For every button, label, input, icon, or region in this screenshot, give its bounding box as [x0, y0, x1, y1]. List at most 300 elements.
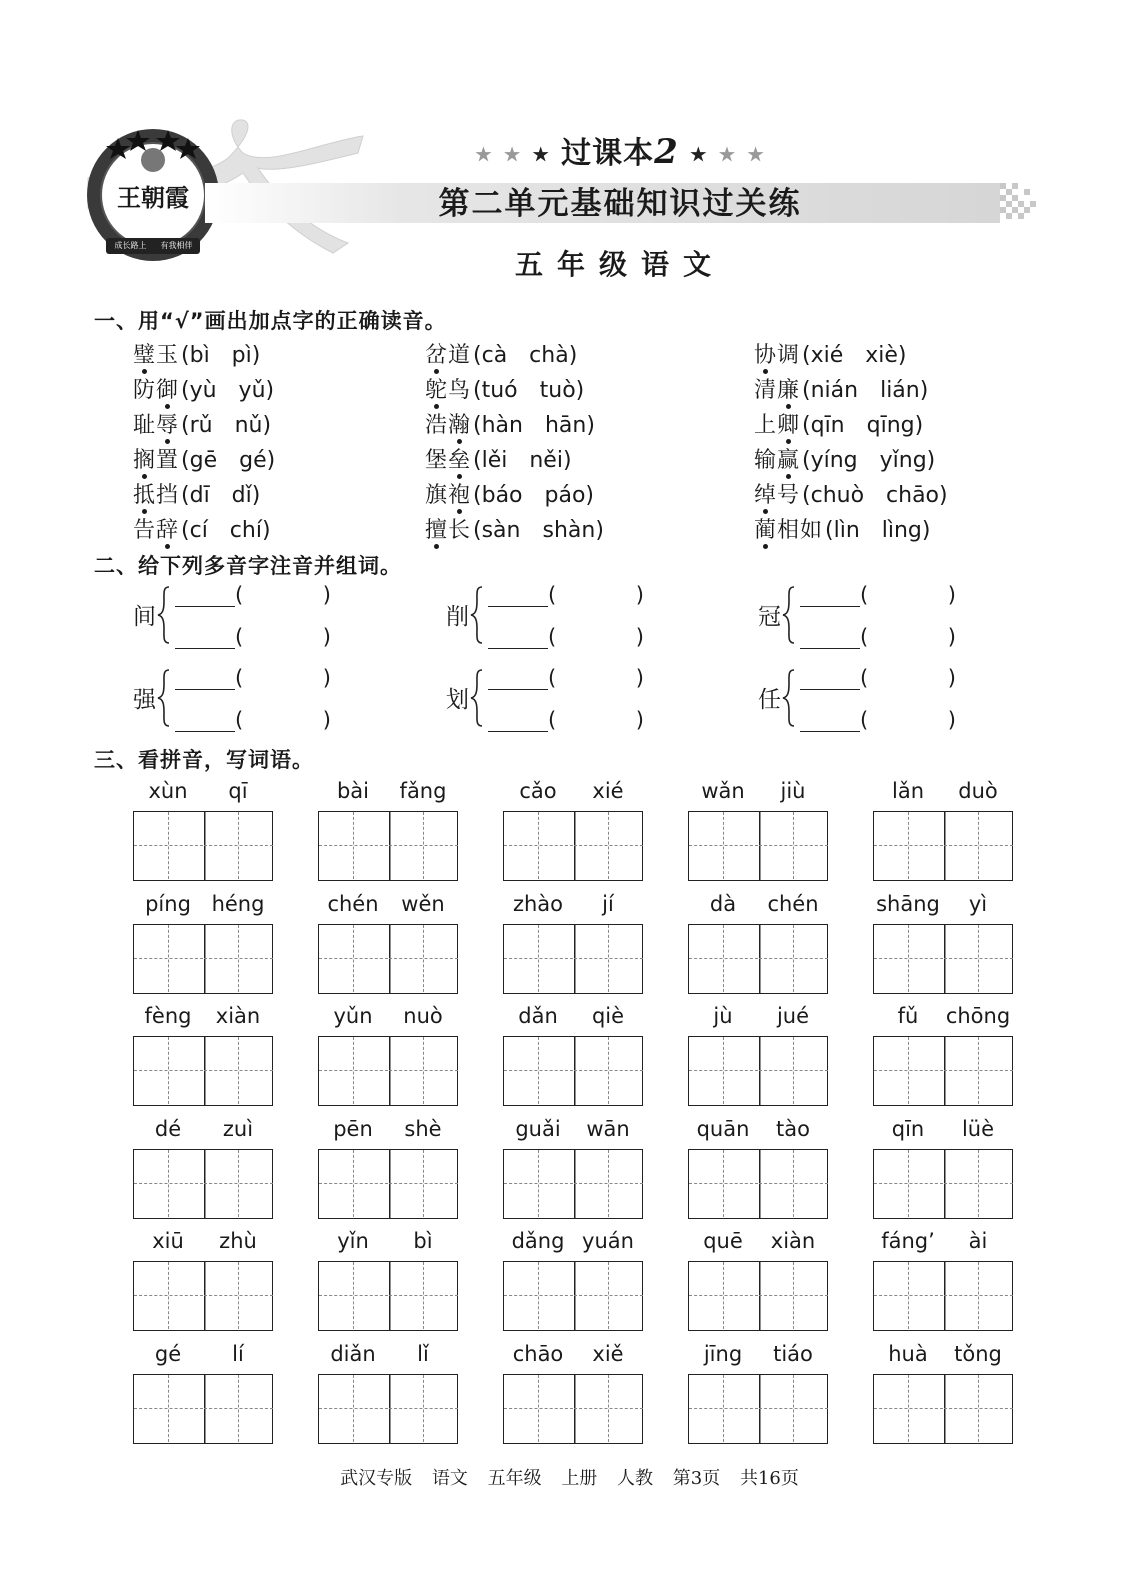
- pinyin-options[interactable]: (báo páo): [473, 483, 594, 508]
- syllable: xiàn: [770, 1229, 816, 1253]
- grid-cell[interactable]: [689, 925, 758, 992]
- answer-line: [800, 583, 956, 605]
- pronunciation-item: [425, 408, 595, 439]
- grid-cell[interactable]: [944, 1037, 1013, 1104]
- pronunciation-item: [425, 513, 604, 544]
- syllable: yuán: [582, 1229, 634, 1253]
- grid-cell[interactable]: [689, 1262, 758, 1329]
- grid-cell[interactable]: [759, 1262, 828, 1329]
- syllable: dǎn: [518, 1004, 558, 1028]
- syllable: duò: [958, 779, 998, 803]
- grid-cell[interactable]: [874, 925, 943, 992]
- pinyin-blank[interactable]: [800, 588, 860, 607]
- grid-cell[interactable]: [574, 1262, 643, 1329]
- syllable: lǎn: [891, 779, 925, 803]
- grid-cell[interactable]: [944, 1375, 1013, 1442]
- section2-heading: 二、给下列多音字注音并组词。: [94, 554, 402, 578]
- brace-icon: [782, 668, 796, 728]
- pinyin-label: [318, 1004, 458, 1032]
- paren-close: ): [635, 583, 644, 607]
- word-blank[interactable]: [860, 668, 956, 690]
- word-blank[interactable]: [548, 585, 644, 607]
- pinyin-label: [318, 892, 458, 920]
- word-blank[interactable]: [548, 627, 644, 649]
- paren-close: ): [947, 666, 956, 690]
- word: 告辞: [133, 518, 180, 543]
- word: 岔道: [425, 343, 472, 368]
- syllable: ài: [968, 1229, 988, 1253]
- word: 协调: [754, 343, 801, 368]
- pinyin-label: [318, 1117, 458, 1145]
- grid-cell[interactable]: [204, 1262, 273, 1329]
- syllable: dà: [709, 892, 737, 916]
- pinyin-options[interactable]: (hàn hān): [473, 413, 595, 438]
- syllable: diǎn: [330, 1342, 376, 1366]
- grid-cell[interactable]: [874, 1262, 943, 1329]
- syllable: bì: [413, 1229, 433, 1253]
- pinyin-blank[interactable]: [800, 630, 860, 649]
- writing-grid[interactable]: [503, 811, 643, 881]
- syllable: zuì: [222, 1117, 254, 1141]
- footer-subject: 语文: [431, 1468, 468, 1489]
- pinyin-label: [133, 892, 273, 920]
- pinyin-label: [503, 1004, 643, 1032]
- writing-grid[interactable]: [873, 1374, 1013, 1444]
- syllable: wěn: [401, 892, 445, 916]
- writing-grid[interactable]: [688, 1036, 828, 1106]
- pinyin-options[interactable]: (bì pì): [181, 343, 261, 368]
- syllable: jué: [776, 1004, 810, 1028]
- word: 擅长: [425, 518, 472, 543]
- syllable: jí: [602, 892, 614, 916]
- syllable: pēn: [333, 1117, 373, 1141]
- syllable: quān: [696, 1117, 750, 1141]
- grid-cell[interactable]: [759, 812, 828, 879]
- grid-cell[interactable]: [759, 1037, 828, 1104]
- writing-grid[interactable]: [688, 1374, 828, 1444]
- grid-cell[interactable]: [319, 1375, 388, 1442]
- pronunciation-item: [133, 478, 260, 509]
- series-text: 过课本: [561, 136, 655, 171]
- paren-close: ): [322, 583, 331, 607]
- writing-grid[interactable]: [688, 1149, 828, 1219]
- grid-cell[interactable]: [134, 925, 203, 992]
- star-icon: ★: [532, 144, 550, 166]
- brace-icon: [157, 585, 171, 645]
- grid-cell[interactable]: [574, 925, 643, 992]
- syllable: tào: [776, 1117, 810, 1141]
- footer-publisher: 人教: [617, 1468, 654, 1489]
- pronunciation-item: [425, 443, 572, 474]
- grid-cell[interactable]: [874, 1375, 943, 1442]
- syllable: qīn: [891, 1117, 925, 1141]
- grid-cell[interactable]: [134, 1150, 203, 1217]
- paren-open: (: [235, 666, 244, 690]
- grid-cell[interactable]: [504, 1037, 573, 1104]
- pinyin-label: [318, 779, 458, 807]
- pinyin-label: [133, 1342, 273, 1370]
- pinyin-options[interactable]: (nián lián): [802, 378, 929, 403]
- answer-line: [175, 625, 331, 647]
- pinyin-options[interactable]: (yíng yǐng): [802, 448, 936, 473]
- grid-cell[interactable]: [874, 1150, 943, 1217]
- word-blank[interactable]: [235, 710, 331, 732]
- word-blank[interactable]: [235, 627, 331, 649]
- paren-close: ): [635, 625, 644, 649]
- brace-icon: [782, 585, 796, 645]
- section1-heading: 一、用“√”画出加点字的正确读音。: [94, 309, 447, 333]
- pinyin-options[interactable]: (sàn shàn): [473, 518, 604, 543]
- paren-close: ): [635, 708, 644, 732]
- pinyin-label: [133, 1229, 273, 1257]
- pinyin-label: [133, 1004, 273, 1032]
- pinyin-label: [503, 779, 643, 807]
- footer-volume: 上册: [561, 1468, 598, 1489]
- pronunciation-item: [754, 513, 930, 544]
- grid-cell[interactable]: [134, 1037, 203, 1104]
- grid-cell[interactable]: [504, 1262, 573, 1329]
- writing-grid[interactable]: [503, 1261, 643, 1331]
- logo-slogan-right: 有我相伴: [160, 241, 193, 250]
- pronunciation-item: [754, 338, 907, 369]
- grid-cell[interactable]: [134, 1262, 203, 1329]
- syllable: lǐ: [417, 1342, 429, 1366]
- pinyin-label: [503, 1117, 643, 1145]
- pronunciation-item: [754, 478, 948, 509]
- syllable: yǐn: [337, 1229, 369, 1253]
- pinyin-options[interactable]: (cà chà): [473, 343, 578, 368]
- syllable: jiù: [780, 779, 806, 803]
- pronunciation-item: [133, 513, 271, 544]
- word: 防御: [133, 378, 180, 403]
- syllable: tiáo: [773, 1342, 813, 1366]
- writing-grid[interactable]: [133, 924, 273, 994]
- grid-cell[interactable]: [389, 1262, 458, 1329]
- star-icon: ★: [690, 144, 708, 166]
- pinyin-blank[interactable]: [175, 671, 235, 690]
- word-blank[interactable]: [548, 668, 644, 690]
- syllable: lí: [232, 1342, 244, 1366]
- answer-line: [800, 666, 956, 688]
- writing-grid[interactable]: [873, 811, 1013, 881]
- syllable: píng: [145, 892, 191, 916]
- paren-close: ): [947, 625, 956, 649]
- star-icon: ★: [475, 144, 493, 166]
- grid-cell[interactable]: [319, 812, 388, 879]
- grid-cell[interactable]: [504, 925, 573, 992]
- series-number: 2: [654, 132, 679, 172]
- brace-icon: [470, 668, 484, 728]
- syllable: tǒng: [954, 1342, 1002, 1366]
- writing-grid[interactable]: [133, 1261, 273, 1331]
- paren-open: (: [235, 625, 244, 649]
- syllable: wǎn: [701, 779, 745, 803]
- page-subtitle: 五年级语文: [514, 248, 725, 281]
- pinyin-blank[interactable]: [800, 671, 860, 690]
- syllable: chén: [327, 892, 379, 916]
- grid-cell[interactable]: [319, 925, 388, 992]
- syllable: yǔn: [333, 1004, 373, 1028]
- paren-close: ): [947, 583, 956, 607]
- word: 堡垒: [425, 448, 472, 473]
- writing-grid[interactable]: [688, 924, 828, 994]
- answer-line: [800, 708, 956, 730]
- paren-open: (: [860, 625, 869, 649]
- page-footer: [0, 1464, 1139, 1490]
- grid-cell[interactable]: [389, 1037, 458, 1104]
- syllable: dé: [154, 1117, 182, 1141]
- writing-grid[interactable]: [318, 1261, 458, 1331]
- grid-cell[interactable]: [759, 925, 828, 992]
- brace-icon: [470, 585, 484, 645]
- polyphone-item: [758, 583, 978, 647]
- polyphone-item: [446, 666, 666, 730]
- syllable: dǎng: [511, 1229, 565, 1253]
- footer-edition: 武汉专版: [340, 1468, 413, 1489]
- syllable: xié: [592, 779, 624, 803]
- pinyin-blank[interactable]: [488, 630, 548, 649]
- word: 输赢: [754, 448, 801, 473]
- polyphone-char: 间: [133, 604, 156, 630]
- grid-cell[interactable]: [204, 1037, 273, 1104]
- pinyin-label: [688, 1117, 828, 1145]
- syllable: zhù: [219, 1229, 257, 1253]
- paren-open: (: [548, 625, 557, 649]
- section3-heading: 三、看拼音，写词语。: [94, 748, 314, 772]
- pinyin-options[interactable]: (yù yǔ): [181, 378, 275, 403]
- word: 璧玉: [133, 343, 180, 368]
- star-icon: ★: [747, 144, 765, 166]
- writing-grid[interactable]: [503, 924, 643, 994]
- word: 绰号: [754, 483, 801, 508]
- writing-grid[interactable]: [688, 1261, 828, 1331]
- pronunciation-item: [425, 373, 584, 404]
- grid-cell[interactable]: [504, 1150, 573, 1217]
- grid-cell[interactable]: [389, 812, 458, 879]
- grid-cell[interactable]: [874, 812, 943, 879]
- page-title: 第二单元基础知识过关练: [438, 186, 802, 222]
- pinyin-blank[interactable]: [488, 588, 548, 607]
- writing-grid[interactable]: [503, 1149, 643, 1219]
- writing-grid[interactable]: [318, 1036, 458, 1106]
- grid-cell[interactable]: [504, 812, 573, 879]
- pinyin-options[interactable]: (gē gé): [181, 448, 276, 473]
- pronunciation-item: [133, 408, 271, 439]
- pinyin-options[interactable]: (lìn lìng): [825, 518, 931, 543]
- polyphone-char: 削: [446, 604, 469, 630]
- grid-cell[interactable]: [689, 1150, 758, 1217]
- pinyin-blank[interactable]: [488, 713, 548, 732]
- word: 耻辱: [133, 413, 180, 438]
- syllable: chōng: [945, 1004, 1011, 1028]
- syllable: bài: [336, 779, 370, 803]
- writing-grid[interactable]: [318, 811, 458, 881]
- pinyin-options[interactable]: (dī dǐ): [181, 483, 261, 508]
- syllable: shè: [404, 1117, 442, 1141]
- emphasis-dot: [434, 544, 439, 549]
- grid-cell[interactable]: [389, 1375, 458, 1442]
- pinyin-options[interactable]: (rǔ nǔ): [181, 413, 272, 438]
- grid-cell[interactable]: [874, 1037, 943, 1104]
- grid-cell[interactable]: [319, 1037, 388, 1104]
- syllable: fǔ: [897, 1004, 919, 1028]
- brace-icon: [157, 668, 171, 728]
- word-blank[interactable]: [860, 710, 956, 732]
- syllable: qiè: [591, 1004, 625, 1028]
- grid-cell[interactable]: [204, 925, 273, 992]
- writing-grid[interactable]: [133, 1149, 273, 1219]
- syllable: xiě: [592, 1342, 624, 1366]
- grid-cell[interactable]: [944, 1262, 1013, 1329]
- pinyin-label: [873, 1229, 1013, 1257]
- writing-grid[interactable]: [688, 811, 828, 881]
- grid-cell[interactable]: [319, 1262, 388, 1329]
- pinyin-label: [688, 892, 828, 920]
- grid-cell[interactable]: [689, 1037, 758, 1104]
- logo-slogan-left: 成长路上: [114, 241, 147, 250]
- pinyin-label: [688, 1342, 828, 1370]
- footer-total-pages: 共16页: [739, 1468, 799, 1489]
- syllable: nuò: [403, 1004, 443, 1028]
- grid-cell[interactable]: [504, 1375, 573, 1442]
- answer-line: [488, 666, 644, 688]
- syllable: shāng: [876, 892, 940, 916]
- paren-open: (: [860, 708, 869, 732]
- pronunciation-item: [133, 338, 260, 369]
- grid-cell[interactable]: [689, 812, 758, 879]
- pinyin-label: [133, 1117, 273, 1145]
- pinyin-label: [503, 1342, 643, 1370]
- pinyin-options[interactable]: (tuó tuò): [473, 378, 585, 403]
- pinyin-blank[interactable]: [800, 713, 860, 732]
- grid-cell[interactable]: [574, 1037, 643, 1104]
- grid-cell[interactable]: [204, 1375, 273, 1442]
- pinyin-label: [688, 1004, 828, 1032]
- pronunciation-item: [133, 373, 274, 404]
- writing-grid[interactable]: [503, 1036, 643, 1106]
- writing-grid[interactable]: [318, 1149, 458, 1219]
- syllable: huà: [888, 1342, 928, 1366]
- pinyin-options[interactable]: (lěi něi): [473, 448, 572, 473]
- syllable: lüè: [961, 1117, 995, 1141]
- polyphone-char: 冠: [758, 604, 781, 630]
- emphasis-dot: [763, 544, 768, 549]
- answer-line: [175, 583, 331, 605]
- pinyin-label: [873, 1004, 1013, 1032]
- writing-grid[interactable]: [873, 1149, 1013, 1219]
- syllable: héng: [211, 892, 265, 916]
- syllable: yì: [968, 892, 988, 916]
- grid-cell[interactable]: [574, 1150, 643, 1217]
- grid-cell[interactable]: [134, 1375, 203, 1442]
- writing-grid[interactable]: [503, 1374, 643, 1444]
- pinyin-label: [873, 1117, 1013, 1145]
- polyphone-item: [758, 666, 978, 730]
- grid-cell[interactable]: [574, 812, 643, 879]
- answer-line: [175, 666, 331, 688]
- grid-cell[interactable]: [134, 812, 203, 879]
- pinyin-blank[interactable]: [488, 671, 548, 690]
- syllable: fáng’: [881, 1229, 935, 1253]
- paren-close: ): [322, 666, 331, 690]
- pinyin-options[interactable]: (cí chí): [181, 518, 271, 543]
- word: 鸵鸟: [425, 378, 472, 403]
- polyphone-item: [133, 583, 353, 647]
- star-icon: ★: [718, 144, 737, 166]
- pinyin-label: [688, 1229, 828, 1257]
- grid-cell[interactable]: [689, 1375, 758, 1442]
- word: 上卿: [754, 413, 801, 438]
- pinyin-blank[interactable]: [175, 588, 235, 607]
- pinyin-label: [688, 779, 828, 807]
- pinyin-options[interactable]: (chuò chāo): [802, 483, 948, 508]
- word-blank[interactable]: [860, 585, 956, 607]
- polyphone-char: 任: [758, 687, 781, 713]
- word-blank[interactable]: [235, 668, 331, 690]
- writing-grid[interactable]: [133, 811, 273, 881]
- paren-open: (: [548, 666, 557, 690]
- pinyin-label: [318, 1229, 458, 1257]
- paren-open: (: [235, 708, 244, 732]
- writing-grid[interactable]: [133, 1374, 273, 1444]
- pinyin-options[interactable]: (xié xiè): [802, 343, 907, 368]
- pinyin-label: [503, 892, 643, 920]
- paren-open: (: [548, 583, 557, 607]
- word-blank[interactable]: [860, 627, 956, 649]
- writing-grid[interactable]: [873, 1261, 1013, 1331]
- paren-close: ): [947, 708, 956, 732]
- writing-grid[interactable]: [873, 1036, 1013, 1106]
- grid-cell[interactable]: [944, 925, 1013, 992]
- pinyin-options[interactable]: (qīn qīng): [802, 413, 924, 438]
- footer-grade: 五年级: [487, 1468, 542, 1489]
- writing-grid[interactable]: [133, 1036, 273, 1106]
- grid-cell[interactable]: [759, 1375, 828, 1442]
- grid-cell[interactable]: [389, 925, 458, 992]
- paren-open: (: [548, 708, 557, 732]
- grid-cell[interactable]: [204, 1150, 273, 1217]
- answer-line: [800, 625, 956, 647]
- pinyin-blank[interactable]: [175, 630, 235, 649]
- polyphone-item: [446, 583, 666, 647]
- answer-line: [175, 708, 331, 730]
- grid-cell[interactable]: [389, 1150, 458, 1217]
- pronunciation-item: [133, 443, 275, 474]
- logo-name: 王朝霞: [117, 183, 189, 212]
- grid-cell[interactable]: [319, 1150, 388, 1217]
- pronunciation-item: [754, 408, 923, 439]
- grid-cell[interactable]: [574, 1375, 643, 1442]
- pinyin-label: [873, 892, 1013, 920]
- word: 蔺相如: [754, 518, 824, 543]
- grid-cell[interactable]: [944, 1150, 1013, 1217]
- pinyin-blank[interactable]: [175, 713, 235, 732]
- grid-cell[interactable]: [204, 812, 273, 879]
- word-blank[interactable]: [235, 585, 331, 607]
- grid-cell[interactable]: [759, 1150, 828, 1217]
- paren-close: ): [322, 708, 331, 732]
- grid-cell[interactable]: [944, 812, 1013, 879]
- pinyin-label: [133, 779, 273, 807]
- writing-grid[interactable]: [318, 1374, 458, 1444]
- syllable: qī: [228, 779, 248, 803]
- pinyin-label: [503, 1229, 643, 1257]
- word: 抵挡: [133, 483, 180, 508]
- word-blank[interactable]: [548, 710, 644, 732]
- writing-grid[interactable]: [873, 924, 1013, 994]
- writing-grid[interactable]: [318, 924, 458, 994]
- checker-decoration: [1000, 183, 1036, 223]
